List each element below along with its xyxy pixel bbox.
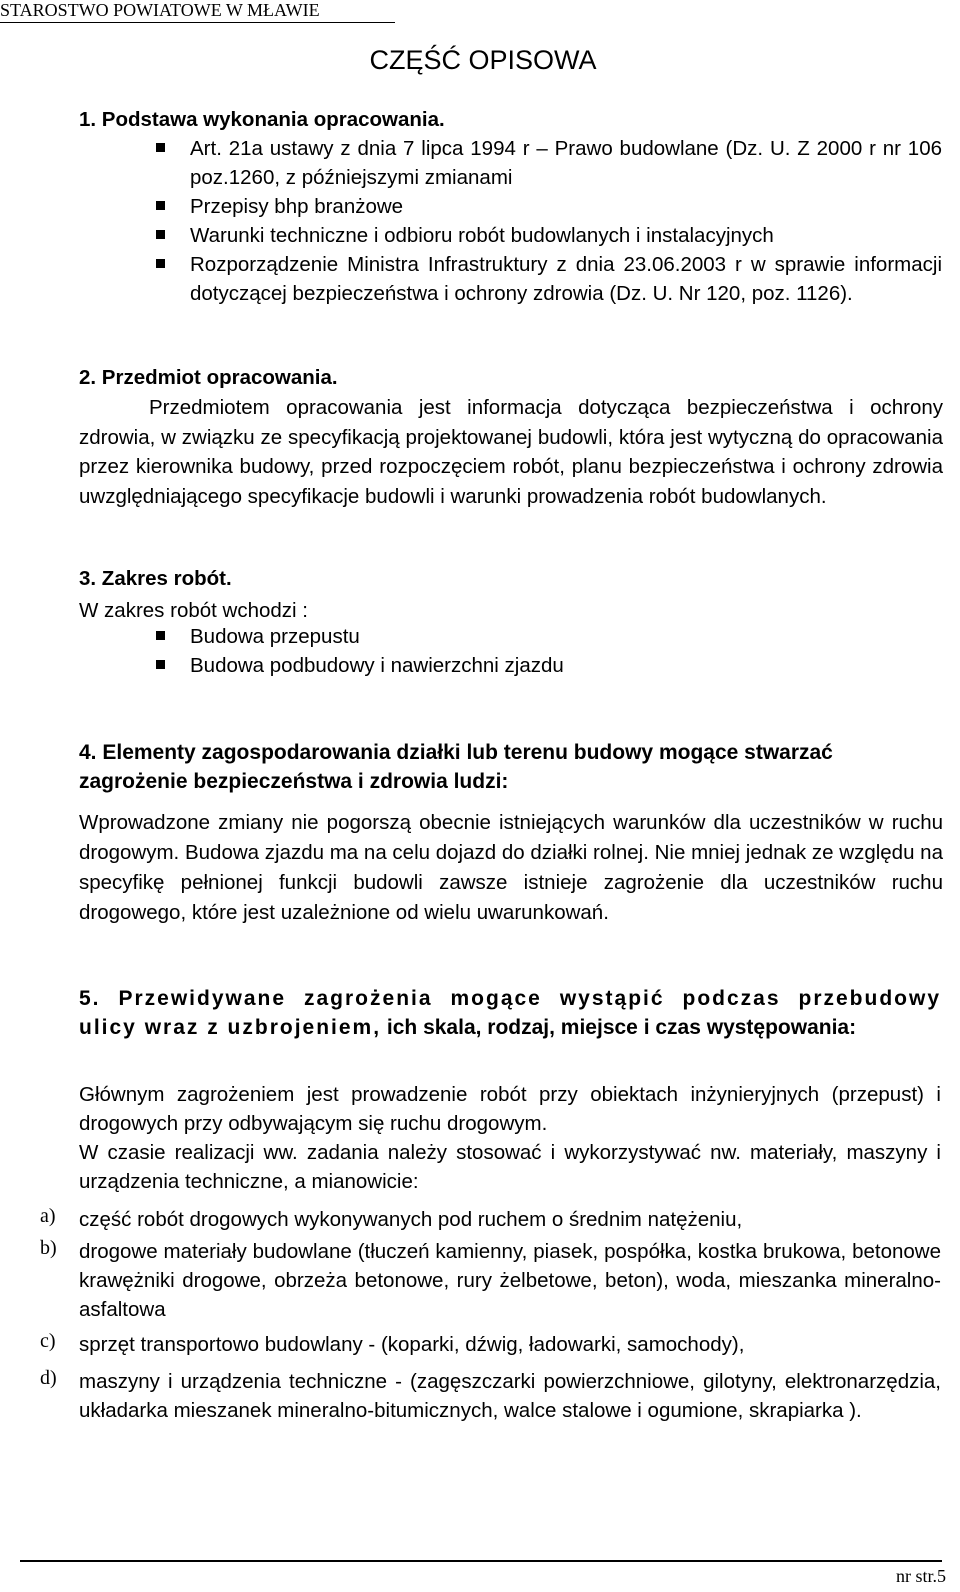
section-2-heading: 2. Przedmiot opracowania. bbox=[79, 366, 338, 389]
section-5-text-1: Głównym zagrożeniem jest prowadzenie robót przy obiektach inżynieryjnych (przepust) i drogowych przy odbywającym się ruchu drogowym. bbox=[79, 1083, 941, 1135]
list-item: Budowa podbudowy i nawierzchni zjazdu bbox=[190, 651, 942, 680]
bullet-icon bbox=[156, 631, 165, 640]
bullet-icon bbox=[156, 201, 165, 210]
footer-divider bbox=[20, 1560, 942, 1562]
section-1-heading: 1. Podstawa wykonania opracowania. bbox=[79, 108, 445, 131]
section-3-heading: 3. Zakres robót. bbox=[79, 567, 232, 590]
page-number: nr str.5 bbox=[895, 1566, 946, 1586]
section-5-text-2: W czasie realizacji ww. zadania należy stosować i wykorzystywać nw. materiały, maszyny i urządzenia techniczne, a mianowicie: bbox=[79, 1141, 941, 1193]
list-item: Art. 21a ustawy z dnia 7 lipca 1994 r – Prawo budowlane (Dz. U. Z 2000 r nr 106 poz.1260, z późniejszymi zmianami bbox=[190, 134, 942, 192]
section-4-text: Wprowadzone zmiany nie pogorszą obecnie istniejących warunków dla uczestników w ruchu drogowym. Budowa zjazdu ma na celu dojazd do działki rolnej. Nie mniej jednak ze względu na specyfikę pełnionej funkcji budowli zawsze istnieje zagrożenie dla uczestników ruchu drogowego, które jest uzależnione od wielu uwarunkowań. bbox=[79, 811, 943, 924]
bullet-icon bbox=[156, 259, 165, 268]
bullet-icon bbox=[156, 143, 165, 152]
section-4-heading: 4. Elementy zagospodarowania działki lub terenu budowy mogące stwarzać zagrożenie bezpieczeństwa i zdrowia ludzi: bbox=[79, 741, 833, 793]
list-item: Rozporządzenie Ministra Infrastruktury z dnia 23.06.2003 r w sprawie informacji dotyczącej bezpieczeństwa i ochrony zdrowia (Dz. U. Nr 120, poz. 1126). bbox=[190, 250, 942, 308]
section-3-intro: W zakres robót wchodzi : bbox=[79, 599, 308, 622]
section-2-text: Przedmiotem opracowania jest informacja dotycząca bezpieczeństwa i ochrony zdrowia, w związku ze specyfikacją projektowanej budowli, która jest wytyczną do opracowania przez kierownika budowy, przed rozpoczęciem robót, planu bezpieczeństwa i ochrony zdrowia uwzględniającego specyfikacje budowli i warunki prowadzenia robót budowlanych. bbox=[79, 396, 943, 508]
document-title: CZĘŚĆ OPISOWA bbox=[369, 45, 597, 75]
list-item: Przepisy bhp branżowe bbox=[190, 192, 942, 221]
list-item: Budowa przepustu bbox=[190, 622, 942, 651]
page-header: STAROSTWO POWIATOWE W MŁAWIE bbox=[0, 0, 395, 23]
bullet-icon bbox=[156, 660, 165, 669]
list-item: Warunki techniczne i odbioru robót budowlanych i instalacyjnych bbox=[190, 221, 942, 250]
bullet-icon bbox=[156, 230, 165, 239]
section-3-bullets bbox=[190, 622, 942, 680]
section-5-heading: 5. Przewidywane zagrożenia mogące wystąpić podczas przebudowy ulicy wraz z uzbrojeniem, ich skala, rodzaj, miejsce i czas występowania: bbox=[79, 987, 941, 1039]
section-1-bullets bbox=[190, 134, 942, 308]
